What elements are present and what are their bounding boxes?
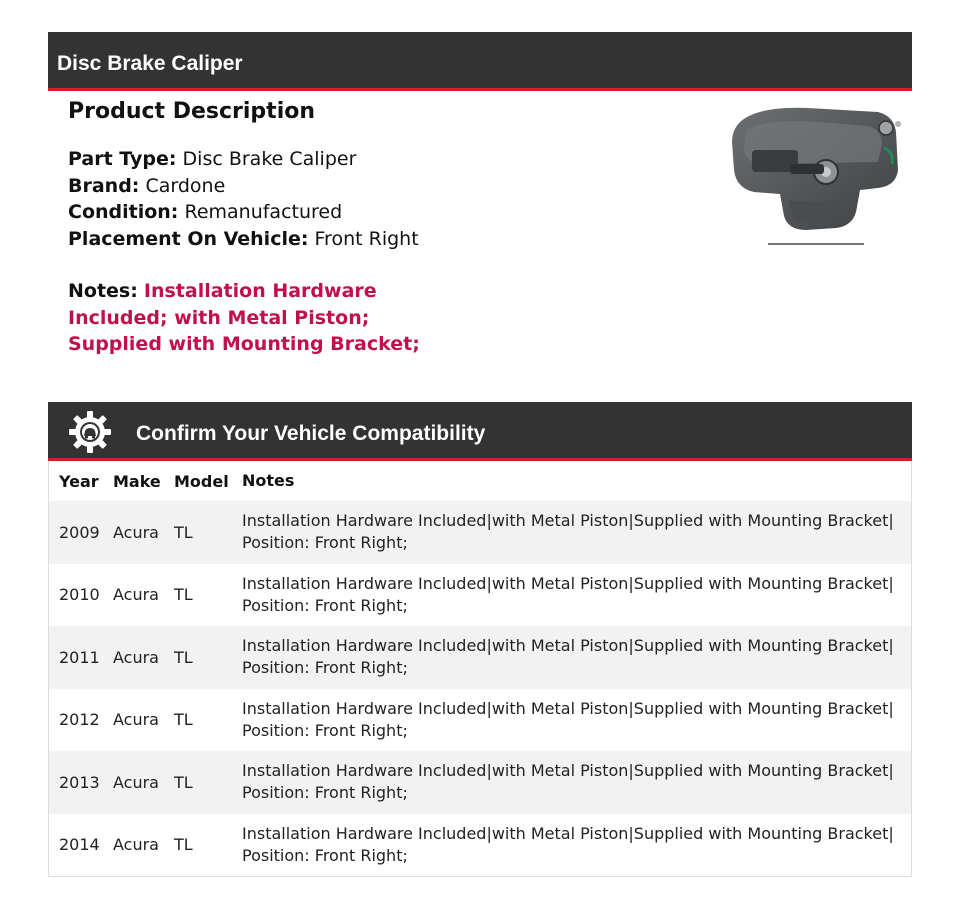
cell-make: Acura xyxy=(113,772,159,792)
cell-notes: Installation Hardware Included|with Metal Piston|Supplied with Mounting Bracket| Position: Front Right; xyxy=(242,698,894,740)
cell-notes: Installation Hardware Included|with Metal Piston|Supplied with Mounting Bracket| Position: Front Right; xyxy=(242,573,894,615)
cell-model: TL xyxy=(174,585,193,605)
cell-year: 2010 xyxy=(59,585,100,605)
cell-year: 2009 xyxy=(59,522,100,542)
spec-label: Brand: xyxy=(68,174,140,197)
table-row xyxy=(49,501,911,564)
header-notes: Notes xyxy=(242,471,295,490)
spec-condition xyxy=(68,199,708,226)
spec-value: Remanufactured xyxy=(184,201,343,223)
description-heading: Product Description xyxy=(68,99,316,124)
spec-label: Placement On Vehicle: xyxy=(68,227,309,250)
caliper-image xyxy=(728,100,906,252)
header-model: Model xyxy=(174,471,229,491)
cell-make: Acura xyxy=(113,522,159,542)
table-row xyxy=(49,751,911,814)
notes-label: Notes: xyxy=(68,280,138,302)
cell-notes: Installation Hardware Included|with Metal Piston|Supplied with Mounting Bracket| Position: Front Right; xyxy=(242,511,894,553)
product-notes xyxy=(68,278,448,358)
cell-make: Acura xyxy=(113,710,159,730)
table-row xyxy=(49,626,911,689)
cell-model: TL xyxy=(174,710,193,730)
spec-part-type xyxy=(68,146,708,173)
spec-list xyxy=(68,146,708,252)
compatibility-banner xyxy=(48,402,912,461)
cell-year: 2012 xyxy=(59,710,100,730)
header-make: Make xyxy=(113,471,161,491)
spec-value: Front Right xyxy=(314,227,419,250)
table-row xyxy=(49,564,911,627)
notes-value: Installation Hardware Included; with Metal Piston; Supplied with Mounting Bracket; xyxy=(68,280,420,355)
spec-placement xyxy=(68,226,708,253)
cell-model: TL xyxy=(174,522,193,542)
product-title: Disc Brake Caliper xyxy=(57,52,243,75)
spec-value: Disc Brake Caliper xyxy=(182,148,357,170)
cell-notes: Installation Hardware Included|with Metal Piston|Supplied with Mounting Bracket| Position: Front Right; xyxy=(242,761,894,803)
gear-car-icon xyxy=(67,409,113,455)
cell-model: TL xyxy=(174,772,193,792)
cell-make: Acura xyxy=(113,585,159,605)
cell-notes: Installation Hardware Included|with Metal Piston|Supplied with Mounting Bracket| Position: Front Right; xyxy=(242,636,894,678)
cell-year: 2014 xyxy=(59,835,100,855)
cell-make: Acura xyxy=(113,835,159,855)
product-description xyxy=(68,97,708,358)
cell-model: TL xyxy=(174,835,193,855)
cell-year: 2011 xyxy=(59,647,100,667)
spec-label: Condition: xyxy=(68,201,179,223)
compatibility-table xyxy=(48,461,912,877)
cell-model: TL xyxy=(174,647,193,667)
table-row xyxy=(49,689,911,752)
cell-year: 2013 xyxy=(59,772,100,792)
spec-brand xyxy=(68,173,708,200)
cell-make: Acura xyxy=(113,647,159,667)
spec-label: Part Type: xyxy=(68,148,177,170)
header-year: Year xyxy=(59,471,99,491)
product-title-banner xyxy=(48,32,912,91)
table-header xyxy=(49,461,911,501)
spec-value: Cardone xyxy=(145,174,226,197)
cell-notes: Installation Hardware Included|with Metal Piston|Supplied with Mounting Bracket| Position: Front Right; xyxy=(242,823,894,865)
table-row xyxy=(49,814,911,877)
compatibility-title: Confirm Your Vehicle Compatibility xyxy=(136,422,486,445)
